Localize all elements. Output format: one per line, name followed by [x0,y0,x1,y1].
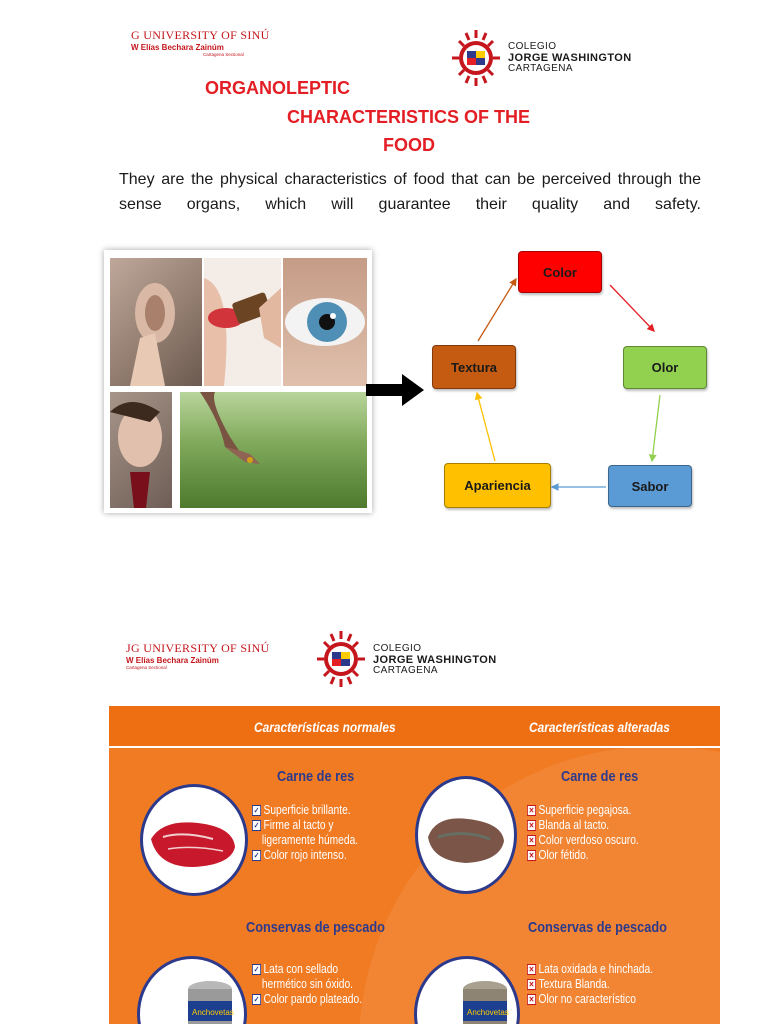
fish-normal-3: ✓ Color pardo plateado. [253,992,363,1006]
fish-normal-2: hermético sin óxido. [261,977,354,991]
colegio2-line1: COLEGIO [373,643,422,654]
arrow-apariencia-textura [477,393,495,461]
beef-spoiled-image [418,779,514,891]
node-textura: Textura [432,345,516,389]
characteristics-panel [109,706,720,1024]
svg-text:Anchovetas: Anchovetas [192,1008,234,1017]
label-beef-altered: Carne de res [561,768,639,785]
arrow-textura-color [478,279,516,341]
eye-photo [283,258,367,386]
node-color: Color [518,251,602,293]
university-sectional-2: Cartagena Sectional [126,665,167,670]
mouth-photo [204,258,281,386]
ear-photo [110,258,202,386]
fish-normal-1: ✓ Lata con sellado [253,962,339,976]
university-subtitle: W Elías Bechara Zainúm [131,43,224,52]
intro-paragraph: They are the physical characteristics of food that can be perceived through the sense organs, which will guarantee their quality and safety. [119,171,701,213]
fish-altered-list [527,962,681,1007]
fish-altered-2: ✕ Textura Blanda. [528,977,610,991]
page-title-line3: FOOD [383,135,435,155]
university-logo-2 [126,641,270,670]
colegio-line1: COLEGIO [508,41,557,52]
colegio-line3: CARTAGENA [508,63,573,74]
feature-normal-3: ligeramente húmeda. [261,833,359,847]
fish-altered-1: ✕ Lata oxidada e hinchada. [528,962,654,976]
fish-can-good-circle [137,956,247,1024]
grass-touch-photo [180,392,367,508]
feature-altered-3: ✕ Color verdoso oscuro. [528,833,639,847]
smell-photo [110,392,172,508]
node-olor: Olor [623,346,707,389]
colegio2-line2: JORGE WASHINGTON [373,654,497,666]
label-fish-normal: Conservas de pescado [246,919,385,936]
header-normal: Características normales [254,719,396,735]
fish-altered-3: ✕ Olor no característico [528,992,636,1006]
svg-text:Anchovetas: Anchovetas [467,1008,509,1017]
beef-spoiled-circle [415,776,517,894]
university-logo [131,28,270,57]
colegio-logo-2 [315,628,515,690]
header-altered: Características alteradas [529,719,670,735]
university-subtitle-2: W Elías Bechara Zainúm [126,656,219,665]
node-sabor: Sabor [608,465,692,507]
colegio2-line3: CARTAGENA [373,665,438,676]
beef-fresh-image [143,787,245,893]
label-fish-altered: Conservas de pescado [528,919,667,936]
arrow-color-olor [610,285,654,331]
node-apariencia: Apariencia [444,463,551,508]
beef-fresh-circle [140,784,248,896]
page-title-line1: ORGANOLEPTIC [205,78,351,98]
beef-normal-list [252,803,381,863]
colegio-seal-icon [450,27,502,89]
university-sectional: Cartagena Sectional [203,52,244,57]
feature-normal-4: ✓ Color rojo intenso. [253,848,347,862]
page-title-line2: CHARACTERISTICS OF THE [287,107,530,127]
beef-altered-list [527,803,663,863]
arrow-olor-sabor [652,395,660,461]
feature-normal-2: ✓ Firme al tacto y [253,818,334,832]
colegio-line2: JORGE WASHINGTON [508,52,632,64]
fish-can-good-image [140,959,244,1024]
university-name-2: JG UNIVERSITY OF SINÚ [126,641,270,655]
label-beef-normal: Carne de res [277,768,355,785]
senses-collage [104,250,372,513]
fish-normal-list [252,962,386,1007]
right-arrow-icon [366,371,426,411]
feature-altered-4: ✕ Olor fétido. [528,848,589,862]
colegio-seal-icon-2 [315,628,367,690]
feature-normal-1: ✓ Superficie brillante. [253,803,351,817]
feature-altered-1: ✕ Superficie pegajosa. [528,803,632,817]
university-name: G UNIVERSITY OF SINÚ [131,28,270,42]
colegio-logo [450,27,650,89]
feature-altered-2: ✕ Blanda al tacto. [528,818,610,832]
